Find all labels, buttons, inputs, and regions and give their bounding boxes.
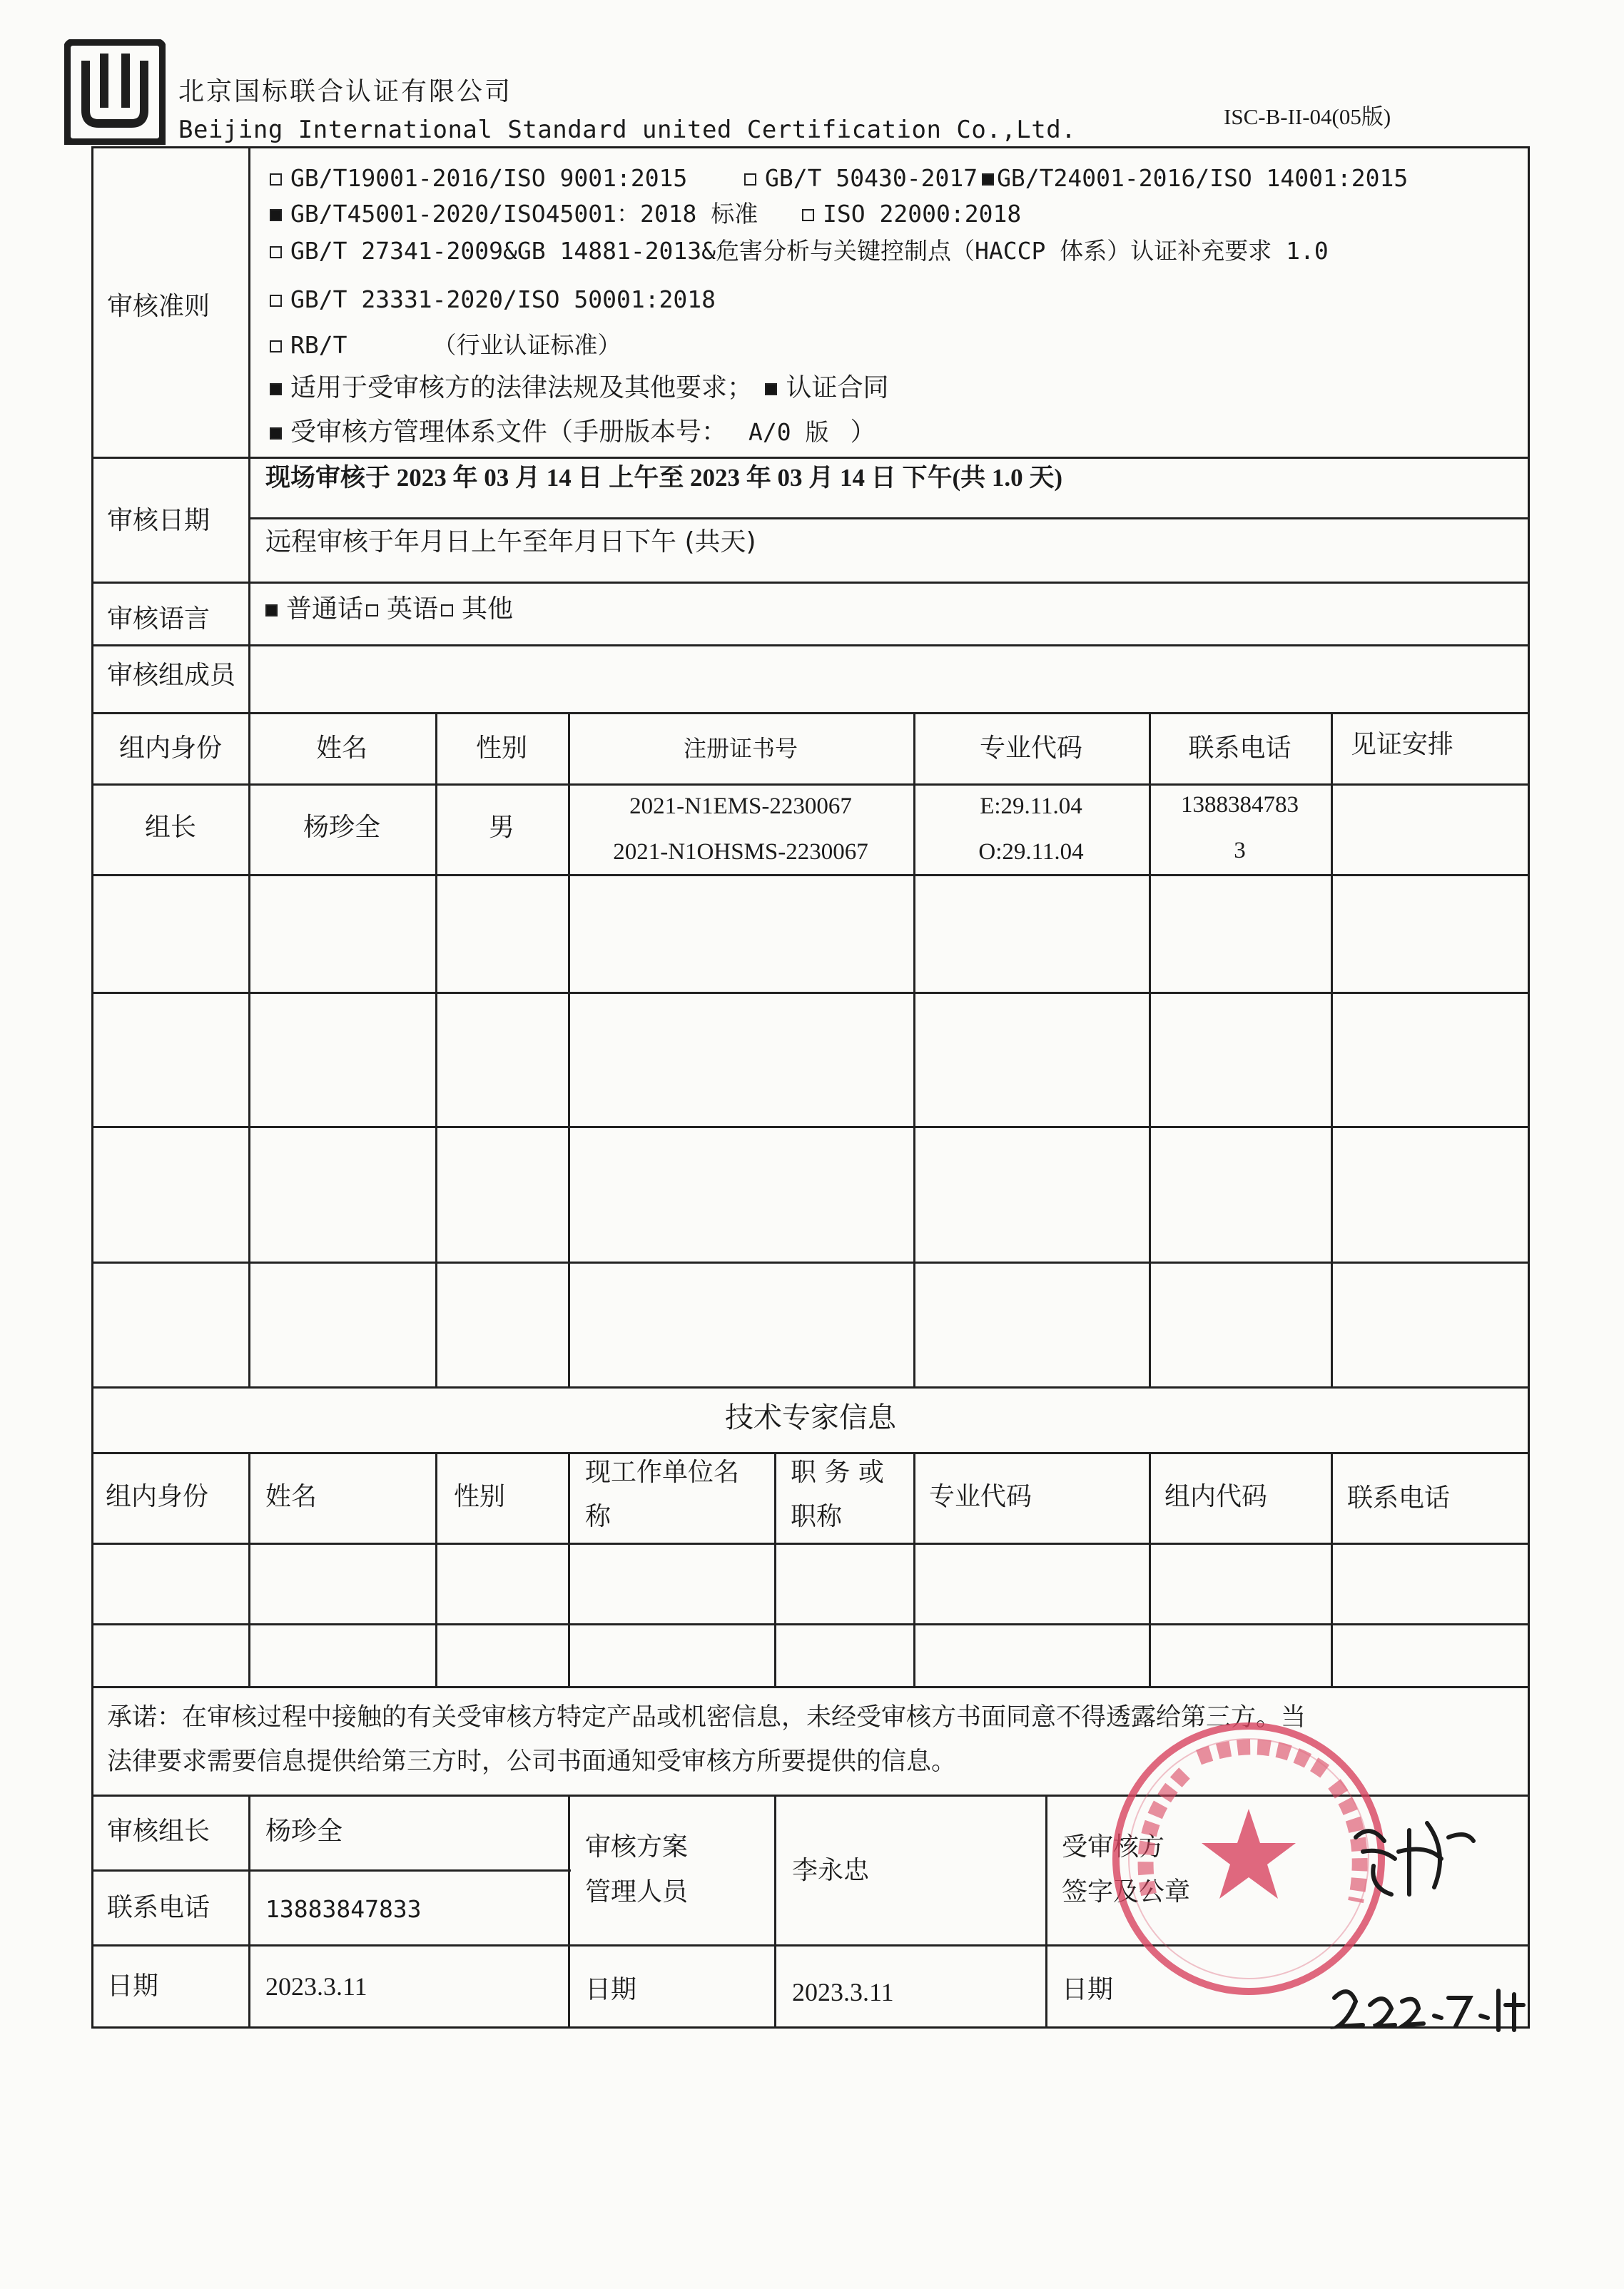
checkbox-rbt[interactable] xyxy=(270,340,282,352)
leader-label: 审核组长 xyxy=(107,1817,210,1846)
member-code-1: E:29.11.04 xyxy=(980,793,1082,819)
manager-label-2: 管理人员 xyxy=(585,1877,689,1907)
expert-header-code: 专业代码 xyxy=(929,1482,1032,1511)
manager-date-label: 日期 xyxy=(585,1975,637,2004)
auditee-date-label: 日期 xyxy=(1062,1975,1114,2004)
member-cert-2: 2021-N1OHSMS-2230067 xyxy=(613,839,868,865)
checkbox-iso22000[interactable] xyxy=(802,209,814,221)
company-logo-icon xyxy=(64,39,166,145)
member-cert-1: 2021-N1EMS-2230067 xyxy=(629,793,852,819)
member-phone-2: 3 xyxy=(1234,838,1246,863)
expert-header-phone: 联系电话 xyxy=(1347,1483,1451,1513)
leader-phone: 13883847833 xyxy=(265,1895,422,1923)
team-title: 审核组成员 xyxy=(107,661,236,690)
checkbox-iso14001[interactable] xyxy=(982,173,994,186)
manager-name: 李永忠 xyxy=(792,1856,870,1885)
company-name-cn: 北京国标联合认证有限公司 xyxy=(178,77,513,106)
expert-header-unit-2: 称 xyxy=(585,1502,611,1531)
team-header-code: 专业代码 xyxy=(979,734,1082,763)
manager-label-1: 审核方案 xyxy=(585,1832,689,1862)
criteria-line-5: RB/T （行业认证标准） xyxy=(270,330,621,361)
checkbox-iso50001[interactable] xyxy=(270,295,282,307)
handwritten-date-icon xyxy=(1327,1976,1527,2041)
checkbox-iso45001[interactable] xyxy=(270,209,282,221)
phone-label: 联系电话 xyxy=(107,1893,210,1922)
expert-header-post-2: 职称 xyxy=(791,1502,843,1531)
expert-header-post-1: 职 务 或 xyxy=(791,1458,884,1487)
criteria-label: 审核准则 xyxy=(107,292,210,321)
criteria-line-1: GB/T19001-2016/ISO 9001:2015 GB/T 50430-2017 GB/T24001-2016/ISO 14001:2015 xyxy=(270,163,1408,194)
checkbox-gb50430[interactable] xyxy=(744,173,756,186)
member-role: 组长 xyxy=(144,813,196,842)
criteria-line-4: GB/T 23331-2020/ISO 50001:2018 xyxy=(270,284,716,315)
criteria-line-3: GB/T 27341-2009&GB 14881-2013&危害分析与关键控制点（HACCP 体系）认证补充要求 1.0 xyxy=(270,235,1329,267)
checkbox-english[interactable] xyxy=(366,604,378,616)
checkbox-manual[interactable] xyxy=(270,427,282,440)
team-header-cert: 注册证书号 xyxy=(683,735,798,762)
expert-header-unit-1: 现工作单位名 xyxy=(585,1458,740,1487)
criteria-line-6: 适用于受审核方的法律法规及其他要求； 认证合同 xyxy=(270,372,888,404)
member-name: 杨珍全 xyxy=(303,813,380,842)
confidentiality-promise-line-2: 法律要求需要信息提供给第三方时，公司书面通知受审核方所要提供的信息。 xyxy=(107,1747,957,1776)
member-gender: 男 xyxy=(488,813,514,842)
remote-audit-date: 远程审核于年月日上午至年月日下午 (共天) xyxy=(265,527,756,557)
team-header-role: 组内身份 xyxy=(118,734,222,763)
team-header-gender: 性别 xyxy=(475,734,527,763)
form-number: ISC-B-II-04(05版) xyxy=(1224,104,1391,129)
manager-date: 2023.3.11 xyxy=(792,1978,894,2006)
checkbox-other[interactable] xyxy=(441,604,453,616)
checkbox-contract[interactable] xyxy=(765,383,777,395)
leader-name: 杨珍全 xyxy=(265,1817,343,1846)
checkbox-iso9001[interactable] xyxy=(270,173,282,186)
audit-language-label: 审核语言 xyxy=(107,604,210,634)
team-header-phone: 联系电话 xyxy=(1188,734,1291,763)
company-name-en: Beijing International Standard united Certification Co.,Ltd. xyxy=(178,116,1077,144)
audit-date-label: 审核日期 xyxy=(107,506,210,535)
member-code-2: O:29.11.04 xyxy=(978,839,1084,865)
expert-header-role: 组内身份 xyxy=(106,1482,209,1511)
checkbox-haccp[interactable] xyxy=(270,246,282,258)
leader-date: 2023.3.11 xyxy=(265,1972,367,2001)
checkbox-legal[interactable] xyxy=(270,383,282,395)
audit-language-options: 普通话 英语 其他 xyxy=(265,594,513,625)
team-header-name: 姓名 xyxy=(315,734,367,763)
expert-header-group-code: 组内代码 xyxy=(1164,1482,1268,1511)
expert-header-name: 姓名 xyxy=(265,1482,318,1511)
expert-header-gender: 性别 xyxy=(454,1482,506,1511)
handwritten-signature-icon xyxy=(1341,1809,1484,1909)
experts-title: 技术专家信息 xyxy=(725,1401,896,1434)
onsite-audit-date: 现场审核于 2023 年 03 月 14 日 上午至 2023 年 03 月 14 日 下午(共 1.0 天) xyxy=(265,464,1063,492)
auditee-label-1: 受审核方 xyxy=(1062,1832,1165,1862)
leader-date-label: 日期 xyxy=(107,1971,159,2001)
criteria-line-7: 受审核方管理体系文件（手册版本号： A/0 版 ） xyxy=(270,417,876,448)
criteria-line-2: GB/T45001-2020/ISO45001：2018 标准 ISO 22000:2018 xyxy=(270,198,1021,230)
member-phone-1: 1388384783 xyxy=(1181,792,1299,818)
auditee-label-2: 签字及公章 xyxy=(1062,1877,1191,1907)
checkbox-mandarin[interactable] xyxy=(265,604,278,616)
confidentiality-promise-line-1: 承诺：在审核过程中接触的有关受审核方特定产品或机密信息，未经受审核方书面同意不得透露给第三方。当 xyxy=(107,1703,1306,1732)
team-header-witness: 见证安排 xyxy=(1350,730,1453,759)
